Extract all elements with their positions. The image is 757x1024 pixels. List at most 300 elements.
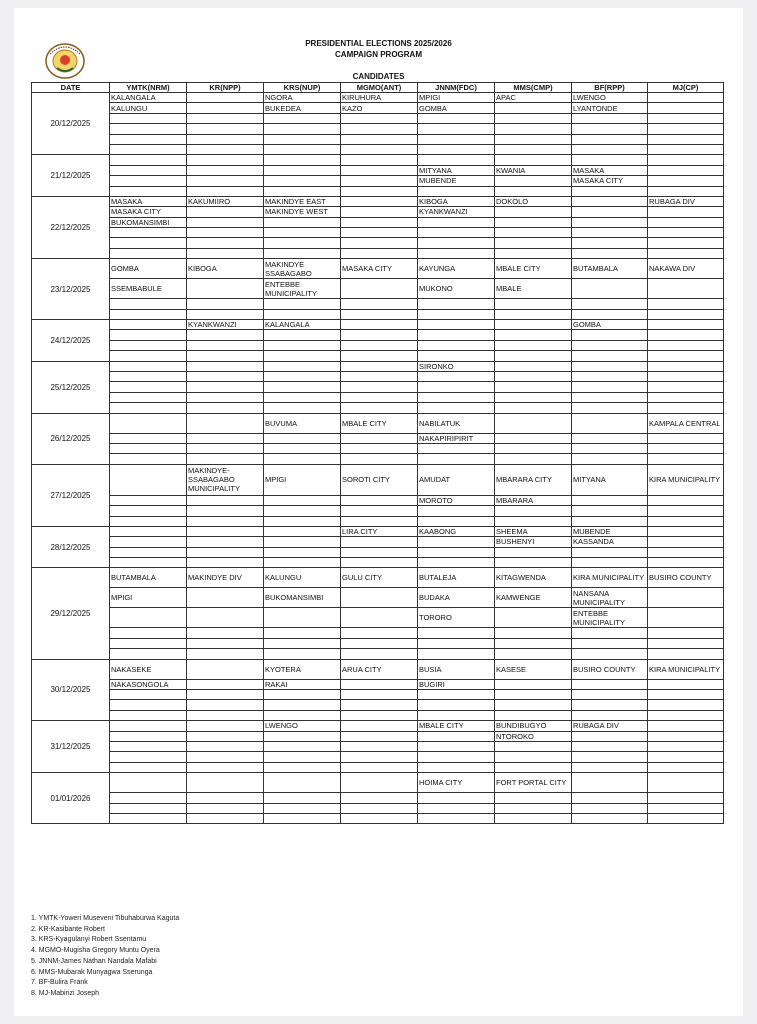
district-cell (341, 803, 418, 813)
table-row (32, 537, 724, 547)
date-cell: 30/12/2025 (32, 659, 110, 721)
district-cell (495, 155, 572, 165)
document-title: PRESIDENTIAL ELECTIONS 2025/2026 (305, 39, 452, 48)
district-cell (264, 361, 341, 371)
table-row (32, 93, 724, 103)
district-cell (572, 638, 648, 648)
district-cell (418, 690, 495, 700)
table-header-row (32, 83, 724, 93)
district-cell (495, 238, 572, 248)
district-cell (187, 608, 264, 628)
district-cell (341, 731, 418, 741)
district-cell (495, 320, 572, 330)
district-cell: MITYANA (572, 464, 648, 495)
table-row (32, 113, 724, 123)
district-cell (187, 700, 264, 710)
district-cell (418, 113, 495, 123)
district-cell (341, 134, 418, 144)
table-row (32, 186, 724, 196)
district-cell (495, 176, 572, 186)
district-cell (264, 238, 341, 248)
district-cell (418, 710, 495, 720)
district-cell (264, 299, 341, 309)
district-cell (495, 649, 572, 659)
district-cell (418, 155, 495, 165)
table-row (32, 134, 724, 144)
district-cell (572, 506, 648, 516)
date-cell: 24/12/2025 (32, 320, 110, 362)
district-cell (648, 279, 724, 299)
district-cell (187, 558, 264, 568)
district-cell: MUKONO (418, 279, 495, 299)
district-cell (572, 516, 648, 526)
district-cell (495, 547, 572, 557)
table-row (32, 361, 724, 371)
district-cell (648, 495, 724, 505)
district-cell (264, 741, 341, 751)
table-row (32, 495, 724, 505)
column-header: KRS(NUP) (264, 83, 341, 93)
district-cell: ENTEBBE MUNICIPALITY (264, 279, 341, 299)
district-cell (187, 454, 264, 464)
district-cell (418, 340, 495, 350)
district-cell (110, 361, 187, 371)
district-cell (495, 628, 572, 638)
district-cell (572, 495, 648, 505)
table-row (32, 721, 724, 731)
legend-item: 1. YMTK-Yoweri Museveni Tibuhaburwa Kaguta (31, 915, 180, 922)
district-cell (187, 93, 264, 103)
district-cell (110, 134, 187, 144)
district-cell (187, 628, 264, 638)
district-cell (187, 309, 264, 319)
district-cell (495, 454, 572, 464)
district-cell (495, 103, 572, 113)
date-cell: 28/12/2025 (32, 526, 110, 568)
district-cell (648, 752, 724, 762)
district-cell (264, 516, 341, 526)
district-cell: LWENGO (572, 93, 648, 103)
district-cell (110, 628, 187, 638)
district-cell (418, 248, 495, 258)
district-cell (110, 330, 187, 340)
district-cell: MPIGI (418, 93, 495, 103)
district-cell (187, 516, 264, 526)
date-cell: 23/12/2025 (32, 259, 110, 320)
district-cell (648, 721, 724, 731)
district-cell (495, 558, 572, 568)
district-cell (648, 309, 724, 319)
district-cell: BUVUMA (264, 413, 341, 433)
district-cell: BUSHENYI (495, 537, 572, 547)
district-cell (418, 238, 495, 248)
district-cell (187, 721, 264, 731)
district-cell (341, 638, 418, 648)
district-cell (418, 803, 495, 813)
district-cell (495, 403, 572, 413)
district-cell (110, 537, 187, 547)
district-cell (418, 134, 495, 144)
district-cell (495, 299, 572, 309)
district-cell: BUNDIBUGYO (495, 721, 572, 731)
district-cell (187, 413, 264, 433)
district-cell (110, 558, 187, 568)
district-cell (341, 547, 418, 557)
district-cell (495, 608, 572, 628)
district-cell (341, 238, 418, 248)
district-cell: BUKEDEA (264, 103, 341, 113)
district-cell (110, 382, 187, 392)
district-cell (572, 134, 648, 144)
district-cell (187, 217, 264, 227)
district-cell (572, 773, 648, 793)
table-row (32, 464, 724, 495)
district-cell (187, 392, 264, 402)
district-cell (648, 165, 724, 175)
district-cell (418, 320, 495, 330)
district-cell (418, 628, 495, 638)
district-cell (648, 433, 724, 443)
district-cell (187, 248, 264, 258)
district-cell (110, 433, 187, 443)
district-cell (572, 279, 648, 299)
district-cell (341, 516, 418, 526)
district-cell (187, 103, 264, 113)
district-cell (341, 320, 418, 330)
campaign-schedule-table (31, 82, 724, 824)
district-cell (264, 813, 341, 823)
district-cell (187, 793, 264, 803)
district-cell (110, 547, 187, 557)
date-cell: 21/12/2025 (32, 155, 110, 197)
district-cell (418, 186, 495, 196)
district-cell: MITYANA (418, 165, 495, 175)
date-cell: 26/12/2025 (32, 413, 110, 464)
district-cell (572, 238, 648, 248)
table-row (32, 773, 724, 793)
district-cell (572, 710, 648, 720)
section-heading: CANDIDATES (352, 72, 405, 81)
table-row (32, 248, 724, 258)
table-row (32, 330, 724, 340)
district-cell (264, 558, 341, 568)
district-cell: KWANIA (495, 165, 572, 175)
district-cell (341, 228, 418, 238)
district-cell (110, 526, 187, 536)
district-cell (418, 813, 495, 823)
district-cell: MOROTO (418, 495, 495, 505)
district-cell (264, 773, 341, 793)
district-cell (341, 248, 418, 258)
district-cell: RUBAGA DIV (648, 196, 724, 206)
district-cell (572, 793, 648, 803)
district-cell (341, 351, 418, 361)
district-cell (572, 392, 648, 402)
district-cell (495, 413, 572, 433)
table-row (32, 628, 724, 638)
district-cell (341, 403, 418, 413)
district-cell: KALUNGU (264, 568, 341, 588)
district-cell (110, 320, 187, 330)
district-cell (648, 516, 724, 526)
table-row (32, 762, 724, 772)
district-cell: KIRUHURA (341, 93, 418, 103)
district-cell (572, 628, 648, 638)
district-cell (341, 628, 418, 638)
district-cell (648, 113, 724, 123)
table-row (32, 155, 724, 165)
district-cell (495, 762, 572, 772)
district-cell (110, 721, 187, 731)
district-cell (341, 649, 418, 659)
column-header: KR(NPP) (187, 83, 264, 93)
district-cell (341, 361, 418, 371)
district-cell: MASAKA CITY (572, 176, 648, 186)
district-cell (110, 773, 187, 793)
district-cell (341, 608, 418, 628)
district-cell (341, 506, 418, 516)
district-cell: FORT PORTAL CITY (495, 773, 572, 793)
table-row (32, 506, 724, 516)
district-cell (418, 351, 495, 361)
district-cell (418, 392, 495, 402)
district-cell (341, 679, 418, 689)
district-cell (341, 773, 418, 793)
district-cell (341, 495, 418, 505)
district-cell (187, 361, 264, 371)
district-cell: LWENGO (264, 721, 341, 731)
table-row (32, 207, 724, 217)
table-row (32, 217, 724, 227)
district-cell (418, 762, 495, 772)
district-cell: KALANGALA (110, 93, 187, 103)
district-cell (187, 690, 264, 700)
district-cell (110, 228, 187, 238)
district-cell: MBALE CITY (495, 259, 572, 279)
table-row (32, 558, 724, 568)
table-row (32, 176, 724, 186)
district-cell: GOMBA (418, 103, 495, 113)
district-cell: KAYUNGA (418, 259, 495, 279)
district-cell (341, 741, 418, 751)
column-header: YMTK(NRM) (110, 83, 187, 93)
district-cell (572, 443, 648, 453)
district-cell: BUKOMANSIMBI (264, 588, 341, 608)
district-cell (495, 793, 572, 803)
district-cell (187, 176, 264, 186)
district-cell (341, 588, 418, 608)
district-cell (648, 690, 724, 700)
date-cell: 01/01/2026 (32, 773, 110, 824)
district-cell (264, 330, 341, 340)
district-cell (648, 608, 724, 628)
district-cell (648, 762, 724, 772)
district-cell (495, 392, 572, 402)
district-cell (110, 165, 187, 175)
district-cell (110, 700, 187, 710)
district-cell: MUBENDE (418, 176, 495, 186)
district-cell (341, 217, 418, 227)
legend-item: 4. MGMO-Mugisha Gregory Muntu Oyera (31, 947, 160, 955)
district-cell: NAKAWA DIV (648, 259, 724, 279)
table-row (32, 340, 724, 350)
district-cell (495, 506, 572, 516)
district-cell (187, 155, 264, 165)
district-cell (341, 558, 418, 568)
district-cell (110, 649, 187, 659)
district-cell (187, 537, 264, 547)
district-cell (110, 608, 187, 628)
district-cell (572, 403, 648, 413)
district-cell (341, 196, 418, 206)
district-cell (110, 803, 187, 813)
district-cell (648, 773, 724, 793)
district-cell (648, 649, 724, 659)
table-row (32, 259, 724, 279)
district-cell (264, 495, 341, 505)
district-cell (418, 547, 495, 557)
district-cell (110, 309, 187, 319)
district-cell (495, 113, 572, 123)
district-cell: KYANKWANZI (187, 320, 264, 330)
district-cell (648, 330, 724, 340)
district-cell (648, 392, 724, 402)
district-cell (264, 537, 341, 547)
district-cell (495, 803, 572, 813)
district-cell (572, 299, 648, 309)
district-cell (648, 371, 724, 381)
district-cell (187, 134, 264, 144)
district-cell (264, 454, 341, 464)
district-cell (495, 700, 572, 710)
district-cell (264, 176, 341, 186)
table-row (32, 710, 724, 720)
district-cell (341, 124, 418, 134)
table-row (32, 103, 724, 113)
district-cell (648, 547, 724, 557)
table-row (32, 813, 724, 823)
district-cell (187, 228, 264, 238)
district-cell (648, 537, 724, 547)
district-cell (187, 803, 264, 813)
district-cell (264, 155, 341, 165)
district-cell (187, 495, 264, 505)
district-cell (572, 558, 648, 568)
district-cell (264, 547, 341, 557)
district-cell (264, 433, 341, 443)
district-cell (648, 340, 724, 350)
district-cell (572, 690, 648, 700)
legend-item: 7. BF-Bulira Frank (31, 979, 88, 987)
district-cell (187, 279, 264, 299)
district-cell: BUKOMANSIMBI (110, 217, 187, 227)
table-row (32, 638, 724, 648)
district-cell (648, 506, 724, 516)
table-row (32, 588, 724, 608)
district-cell (495, 690, 572, 700)
district-cell (341, 113, 418, 123)
district-cell (572, 309, 648, 319)
district-cell (341, 165, 418, 175)
district-cell: BUSIRO COUNTY (572, 659, 648, 679)
district-cell: KIRA MUNICIPALITY (648, 659, 724, 679)
district-cell (187, 165, 264, 175)
district-cell (648, 403, 724, 413)
table-row (32, 547, 724, 557)
district-cell (341, 207, 418, 217)
table-row (32, 392, 724, 402)
district-cell (187, 526, 264, 536)
district-cell (495, 813, 572, 823)
district-cell (341, 309, 418, 319)
district-cell (648, 299, 724, 309)
district-cell (264, 113, 341, 123)
district-cell (341, 144, 418, 154)
district-cell (187, 741, 264, 751)
district-cell: BUDAKA (418, 588, 495, 608)
district-cell (264, 309, 341, 319)
legend-item: 2. KR-Kasibante Robert (31, 925, 105, 933)
district-cell: MUBENDE (572, 526, 648, 536)
district-cell (495, 443, 572, 453)
district-cell: KAZO (341, 103, 418, 113)
district-cell (264, 803, 341, 813)
table-row (32, 299, 724, 309)
district-cell (495, 752, 572, 762)
district-cell: BUSIA (418, 659, 495, 679)
table-row (32, 443, 724, 453)
district-cell: MAKINDYE SSABAGABO (264, 259, 341, 279)
district-cell (648, 803, 724, 813)
district-cell (418, 299, 495, 309)
district-cell (264, 134, 341, 144)
table-row (32, 741, 724, 751)
column-header: MGMO(ANT) (341, 83, 418, 93)
district-cell: DOKOLO (495, 196, 572, 206)
district-cell (648, 526, 724, 536)
district-cell (572, 371, 648, 381)
district-cell (495, 741, 572, 751)
district-cell: KASSANDA (572, 537, 648, 547)
district-cell (187, 649, 264, 659)
district-cell (648, 443, 724, 453)
district-cell (418, 443, 495, 453)
district-cell: KITAGWENDA (495, 568, 572, 588)
district-cell (572, 155, 648, 165)
district-cell (341, 155, 418, 165)
district-cell (495, 361, 572, 371)
district-cell (110, 464, 187, 495)
document-subtitle: CAMPAIGN PROGRAM (335, 50, 422, 59)
district-cell (418, 228, 495, 238)
district-cell (110, 495, 187, 505)
table-row (32, 516, 724, 526)
district-cell (264, 526, 341, 536)
district-cell: MAKINDYE DIV (187, 568, 264, 588)
district-cell (264, 608, 341, 628)
district-cell: KIRA MUNICIPALITY (572, 568, 648, 588)
district-cell (264, 443, 341, 453)
district-cell (572, 382, 648, 392)
district-cell (264, 710, 341, 720)
district-cell (187, 710, 264, 720)
date-cell: 20/12/2025 (32, 93, 110, 155)
district-cell (341, 279, 418, 299)
district-cell (187, 403, 264, 413)
district-cell (572, 433, 648, 443)
district-cell (495, 186, 572, 196)
district-cell (110, 752, 187, 762)
